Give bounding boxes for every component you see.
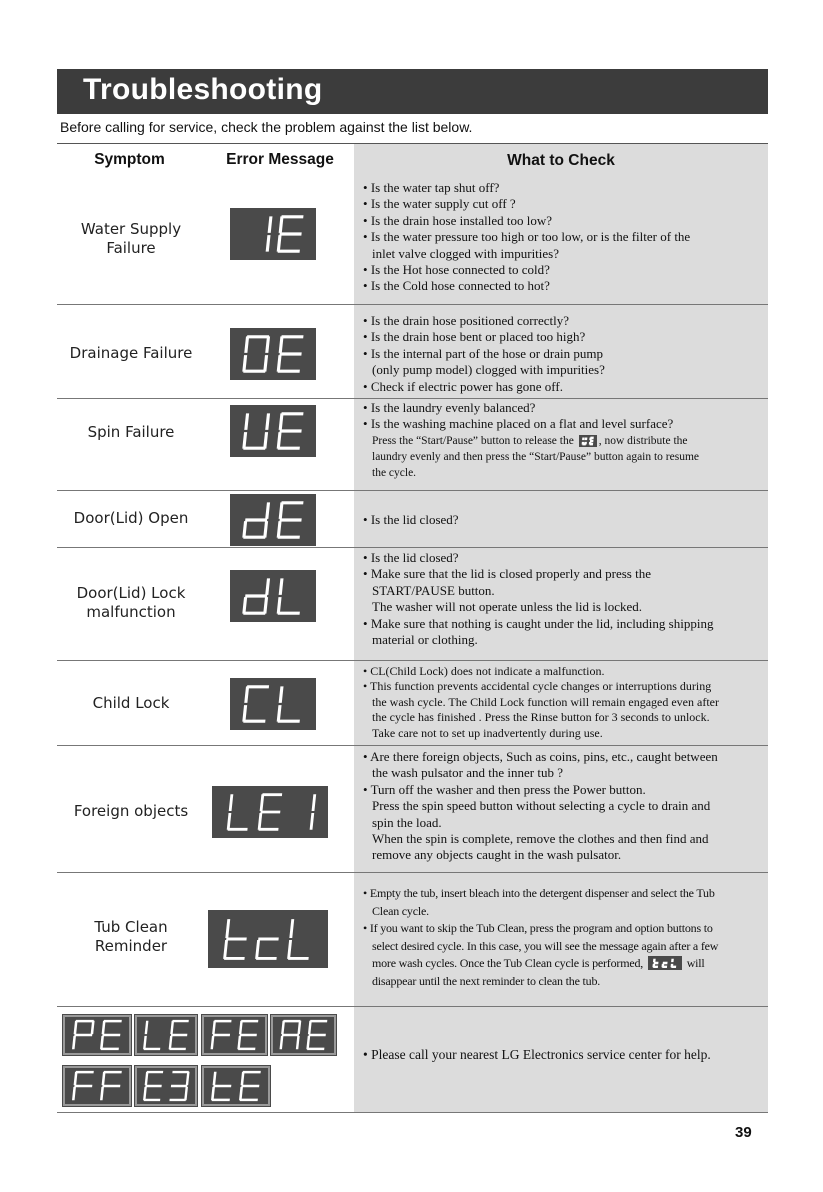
segment-e: [661, 964, 664, 967]
digit-d: [242, 502, 270, 538]
check-item: • Is the water tap shut off?: [363, 180, 763, 196]
segment-g: [260, 811, 280, 814]
segment-f: [225, 919, 230, 938]
segment-f: [671, 959, 674, 962]
page-number: 39: [735, 1124, 752, 1141]
segment-b: [91, 1021, 95, 1034]
digit-U: [581, 437, 587, 445]
segment-f: [289, 919, 294, 938]
check-item: • Empty the tub, insert bleach into the detergent dispenser and select the Tub: [363, 885, 763, 903]
row-divider: [57, 304, 768, 305]
error-code-display-AE: [270, 1014, 337, 1056]
segment-d: [144, 1099, 160, 1101]
row-divider: [57, 872, 768, 873]
segment-e: [277, 235, 282, 252]
digit-P: [72, 1020, 95, 1049]
symptom-line: Reminder: [94, 937, 168, 955]
what-to-check-column-header: What to Check: [507, 152, 615, 169]
segment-e: [211, 1036, 215, 1049]
error-code-display-E3: [134, 1065, 198, 1107]
error-code-display-PE: [62, 1014, 132, 1056]
segment-g: [102, 1085, 120, 1088]
symptom-foreign-objects: [57, 802, 205, 821]
segment-e: [211, 1087, 215, 1100]
check-item-continued: the wash pulsator and the inner tub ?: [372, 765, 563, 781]
check-item-continued: Take care not to set up inadvertently during use.: [372, 725, 603, 740]
digit-A: [280, 1020, 302, 1049]
segment-d: [288, 957, 309, 960]
segment-a: [241, 1020, 258, 1022]
segment-e: [242, 597, 247, 614]
segment-b: [265, 578, 270, 595]
digit-E: [100, 1020, 122, 1050]
segment-e: [72, 1087, 76, 1100]
check-item-continued: the cycle has finished . Press the Rinse button for 3 seconds to unlock.: [372, 710, 710, 725]
symptom-line: Tub Clean: [94, 918, 168, 936]
check-item: • Turn off the washer and then press the Power button.: [363, 782, 763, 798]
symptom-line: Child Lock: [92, 694, 170, 712]
check-item-continued: remove any objects caught in the wash pulsator.: [372, 847, 622, 863]
digit-E: [258, 793, 283, 830]
row-divider: [57, 745, 768, 746]
check-item-continued: [363, 955, 763, 973]
section-header: [57, 69, 768, 114]
digit-L: [670, 959, 676, 968]
segment-e: [670, 964, 673, 967]
segment-a: [104, 1071, 122, 1074]
segment-d: [243, 370, 265, 373]
check-list-child-lock: [363, 664, 763, 741]
symptom-column-header: Symptom: [94, 151, 165, 168]
segment-f: [239, 1021, 243, 1034]
check-item-continued: material or clothing.: [372, 632, 478, 648]
segment-e: [100, 1087, 104, 1100]
segment-e: [589, 442, 592, 445]
row-divider: [57, 398, 768, 399]
digit-E: [277, 215, 304, 252]
check-item: • Is the water pressure too high or too low, or is the filter of the: [363, 229, 763, 245]
segment-g: [226, 938, 247, 941]
segment-g: [279, 352, 301, 355]
digit-3: [169, 1071, 189, 1101]
segment-g: [279, 232, 301, 235]
intro-text: Before calling for service, check the problem against the list below.: [60, 119, 473, 135]
segment-e: [227, 813, 232, 830]
segment-f: [102, 1021, 106, 1034]
check-item: • Is the Cold hose connected to hot?: [363, 278, 763, 294]
error-code-display-tE: [201, 1065, 271, 1107]
segment-a: [281, 501, 303, 504]
check-list-door-lock: [363, 550, 763, 648]
digit-t: [223, 919, 249, 960]
table-bottom-rule: [57, 1112, 768, 1113]
symptom-door-lock-malfunction: [57, 584, 205, 622]
digit-L: [227, 794, 251, 830]
check-item: • Is the Hot hose connected to cold?: [363, 262, 763, 278]
error-code-display-dL: [230, 570, 316, 622]
check-item: • Make sure that the lid is closed properly and press the: [363, 566, 763, 582]
segment-e: [277, 432, 282, 449]
check-text: Press the “Start/Pause” button to release the: [372, 434, 574, 447]
error-code-display-LE1: [212, 786, 328, 838]
segment-c: [263, 521, 268, 538]
digit-L: [143, 1021, 163, 1050]
check-item-continued: spin the load.: [372, 814, 442, 830]
digit-C: [242, 685, 269, 722]
segment-d: [228, 828, 248, 831]
symptom-drainage-failure: [57, 344, 205, 363]
segment-e: [306, 1036, 310, 1049]
segment-d: [256, 957, 277, 960]
segment-b: [265, 336, 270, 353]
segment-b: [297, 1021, 301, 1034]
segment-f: [74, 1072, 78, 1085]
digit-t: [211, 1072, 233, 1101]
segment-a: [283, 1020, 300, 1022]
digit-d: [242, 578, 270, 614]
segment-d: [278, 612, 300, 615]
segment-f: [279, 216, 284, 233]
tcl-inline-icon: [648, 956, 682, 970]
symptom-child-lock: [57, 694, 205, 713]
symptom-line: Spin Failure: [87, 423, 175, 441]
check-item-continued: START/PAUSE button.: [372, 582, 495, 598]
segment-d: [169, 1048, 185, 1050]
digit-1: [310, 794, 317, 829]
segment-f: [279, 336, 284, 353]
segment-g: [279, 429, 301, 432]
check-item: • Is the lid closed?: [363, 550, 763, 566]
segment-e: [169, 1036, 173, 1049]
digit-U: [242, 413, 270, 449]
segment-g: [245, 518, 267, 521]
segment-e: [255, 940, 260, 959]
check-item: • Is the drain hose installed too low?: [363, 213, 763, 229]
digit-E: [277, 501, 304, 538]
digit-F: [72, 1071, 94, 1100]
check-item-continued: select desired cycle. In this case, you will see the message again after a few: [372, 938, 719, 953]
check-item: • Please call your nearest LG Electronics service center for help.: [363, 1047, 763, 1063]
segment-d: [144, 1048, 160, 1050]
digit-E: [277, 412, 304, 449]
segment-f: [279, 413, 284, 430]
segment-g: [240, 1034, 257, 1036]
check-item: • Check if electric power has gone off.: [363, 379, 763, 395]
symptom-water-supply-failure: [57, 220, 205, 258]
segment-f: [279, 578, 284, 595]
segment-g: [663, 962, 668, 964]
digit-E: [237, 1020, 258, 1050]
segment-a: [281, 412, 303, 415]
segment-d: [278, 720, 300, 723]
digit-E: [239, 1071, 261, 1101]
segment-f: [260, 794, 265, 811]
segment-d: [169, 1099, 185, 1101]
segment-a: [76, 1071, 94, 1074]
symptom-line: Foreign objects: [73, 802, 189, 820]
check-list-door-open: [363, 512, 763, 528]
segment-f: [308, 1021, 312, 1034]
segment-d: [224, 957, 245, 960]
error-code-display-tcL: [208, 910, 328, 968]
segment-g: [258, 938, 279, 941]
check-item: • If you want to skip the Tub Clean, press the program and option buttons to: [363, 920, 763, 938]
segment-a: [243, 1071, 261, 1074]
check-item-continued: the wash cycle. The Child Lock function will remain engaged even after: [372, 694, 719, 709]
digit-c: [255, 938, 279, 960]
segment-f: [145, 1021, 149, 1034]
segment-e: [237, 1036, 241, 1049]
error-code-display-UE: [230, 405, 316, 457]
digit-c: [661, 962, 667, 968]
segment-f: [74, 1021, 78, 1034]
check-item-continued: Press the spin speed button without selecting a cycle to drain and: [372, 798, 711, 814]
segment-g: [74, 1034, 92, 1037]
segment-g: [145, 1085, 161, 1087]
segment-e: [100, 1036, 104, 1049]
segment-e: [242, 355, 247, 372]
segment-g: [102, 1034, 120, 1037]
segment-d: [278, 536, 300, 539]
check-item: • Is the drain hose positioned correctly?: [363, 313, 763, 329]
segment-f: [229, 794, 234, 811]
segment-e: [72, 1036, 76, 1049]
segment-a: [172, 1020, 188, 1022]
check-item-continued: inlet valve clogged with impurities?: [372, 245, 560, 261]
digit-E: [306, 1020, 327, 1050]
error-code-display-dE: [230, 494, 316, 546]
digit-L: [277, 686, 304, 722]
check-item-continued: disappear until the next reminder to clean the tub.: [372, 973, 601, 988]
digit-I: [266, 216, 273, 251]
segment-e: [223, 940, 228, 959]
segment-e: [258, 813, 263, 830]
segment-g: [309, 1034, 326, 1036]
segment-g: [171, 1085, 187, 1087]
segment-e: [277, 355, 282, 372]
digit-O: [242, 335, 270, 372]
error-code-display-CL: [230, 678, 316, 730]
check-item-continued: The washer will not operate unless the lid is locked.: [372, 599, 643, 615]
error-code-display-FF: [62, 1065, 132, 1107]
check-item: • Is the water supply cut off ?: [363, 196, 763, 212]
segment-e: [239, 1087, 243, 1100]
segment-b: [265, 413, 270, 430]
segment-b: [186, 1072, 190, 1085]
segment-d: [243, 720, 265, 723]
segment-d: [240, 1099, 258, 1102]
segment-g: [653, 962, 658, 964]
segment-g: [245, 594, 267, 597]
segment-f: [279, 502, 284, 519]
symptom-tub-clean-reminder: [57, 918, 205, 956]
segment-g: [74, 1085, 92, 1088]
segment-e: [280, 1036, 284, 1049]
row-divider: [57, 1006, 768, 1007]
segment-b: [312, 794, 317, 811]
segment-g: [279, 518, 301, 521]
segment-d: [278, 250, 300, 253]
symptom-line: Failure: [106, 239, 156, 257]
digit-t: [652, 959, 658, 968]
symptom-line: malfunction: [86, 603, 176, 621]
check-item: • Is the drain hose bent or placed too high?: [363, 329, 763, 345]
segment-f: [281, 1021, 285, 1034]
check-item: • Is the lid closed?: [363, 512, 763, 528]
digit-E: [169, 1020, 189, 1050]
check-item: • Is the washing machine placed on a flat and level surface?: [363, 416, 763, 432]
segment-f: [213, 1072, 217, 1085]
segment-f: [241, 1072, 245, 1085]
table-top-rule: [57, 143, 768, 144]
segment-f: [170, 1021, 174, 1034]
symptom-line: Door(Lid) Lock: [76, 584, 186, 602]
check-list-spin: [363, 400, 763, 481]
error-message-column-header: Error Message: [226, 151, 334, 168]
check-item-continued: (only pump model) clogged with impurities?: [372, 362, 605, 378]
error-code-display-LE: [134, 1014, 198, 1056]
segment-d: [307, 1048, 324, 1050]
error-code-display-FE: [201, 1014, 268, 1056]
segment-d: [243, 612, 265, 615]
check-text: more wash cycles. Once the Tub Clean cycle is performed,: [372, 956, 644, 971]
segment-a: [262, 793, 282, 796]
segment-g: [282, 1034, 299, 1036]
segment-g: [590, 440, 594, 442]
segment-f: [653, 959, 656, 962]
row-divider: [57, 547, 768, 548]
segment-f: [145, 1072, 149, 1085]
segment-b: [268, 216, 273, 233]
segment-a: [76, 1020, 94, 1023]
row-divider: [57, 490, 768, 491]
symptom-spin-failure: [57, 423, 205, 442]
segment-g: [213, 1085, 231, 1088]
segment-a: [104, 1020, 122, 1023]
symptom-door-open: [57, 509, 205, 528]
segment-a: [281, 335, 303, 338]
segment-f: [102, 1072, 106, 1085]
segment-c: [266, 235, 271, 252]
segment-d: [243, 536, 265, 539]
segment-d: [259, 828, 279, 831]
check-text: , now distribute the: [598, 434, 688, 447]
segment-a: [172, 1071, 188, 1073]
segment-b: [265, 502, 270, 519]
segment-f: [244, 686, 249, 703]
segment-d: [243, 447, 265, 450]
digit-L: [287, 919, 313, 960]
digit-E: [588, 436, 593, 445]
segment-d: [278, 370, 300, 373]
digit-E: [277, 335, 304, 372]
segment-e: [287, 940, 292, 959]
segment-d: [101, 1048, 119, 1051]
segment-g: [241, 1085, 259, 1088]
segment-f: [589, 437, 592, 440]
segment-d: [212, 1099, 230, 1102]
check-item: • This function prevents accidental cycle changes or interruptions during: [363, 679, 763, 694]
error-code-display-OE: [230, 328, 316, 380]
segment-f: [279, 686, 284, 703]
segment-b: [584, 437, 587, 440]
check-item: • Is the internal part of the hose or drain pump: [363, 346, 763, 362]
symptom-line: Door(Lid) Open: [73, 509, 189, 527]
segment-a: [281, 215, 303, 218]
ue-inline-icon: [579, 435, 597, 447]
segment-e: [143, 1087, 147, 1100]
segment-e: [242, 705, 247, 722]
segment-a: [247, 685, 269, 688]
digit-E: [143, 1071, 163, 1101]
check-list-service-center: [363, 1047, 763, 1063]
page-title: Troubleshooting: [83, 73, 323, 106]
segment-e: [242, 432, 247, 449]
check-list-water-supply: [363, 180, 763, 295]
segment-a: [247, 335, 269, 338]
segment-c: [263, 597, 268, 614]
segment-e: [652, 964, 655, 967]
segment-g: [171, 1034, 187, 1036]
check-item: • CL(Child Lock) does not indicate a malfunction.: [363, 664, 763, 679]
check-item: • Make sure that nothing is caught under the lid, including shipping: [363, 616, 763, 632]
segment-f: [582, 437, 585, 440]
check-item-continued: Clean cycle.: [372, 903, 429, 918]
segment-c: [263, 355, 268, 372]
digit-F: [100, 1071, 122, 1100]
segment-f: [244, 336, 249, 353]
segment-f: [212, 1021, 216, 1034]
segment-c: [310, 813, 315, 830]
check-item-continued: When the spin is complete, remove the clothes and then find and: [372, 831, 709, 847]
check-item-continued: laundry evenly and then press the “Start/Pause” button again to resume: [372, 450, 700, 463]
segment-c: [263, 432, 268, 449]
segment-e: [242, 521, 247, 538]
symptom-line: Drainage Failure: [69, 344, 193, 362]
check-list-drainage: [363, 313, 763, 395]
digit-L: [277, 578, 304, 614]
check-item: • Are there foreign objects, Such as coins, pins, etc., caught between: [363, 749, 763, 765]
segment-e: [581, 442, 584, 445]
segment-d: [238, 1048, 255, 1050]
segment-c: [184, 1087, 188, 1100]
segment-a: [214, 1020, 231, 1022]
digit-F: [211, 1020, 232, 1049]
segment-e: [143, 1036, 147, 1049]
segment-d: [278, 447, 300, 450]
check-list-foreign-objects: [363, 749, 763, 864]
segment-a: [310, 1020, 327, 1022]
segment-g: [213, 1034, 230, 1036]
check-text: will: [686, 956, 705, 971]
segment-e: [277, 521, 282, 538]
check-item: • Is the laundry evenly balanced?: [363, 400, 763, 416]
segment-e: [277, 705, 282, 722]
check-item-continued: the cycle.: [372, 466, 417, 479]
error-code-display-IE: [230, 208, 316, 260]
check-list-tub-clean: [363, 885, 763, 991]
segment-f: [244, 413, 249, 430]
segment-e: [277, 597, 282, 614]
row-divider: [57, 660, 768, 661]
segment-a: [147, 1071, 163, 1073]
symptom-line: Water Supply: [80, 220, 182, 238]
segment-c: [296, 1036, 300, 1049]
check-item-continued: [363, 433, 763, 449]
